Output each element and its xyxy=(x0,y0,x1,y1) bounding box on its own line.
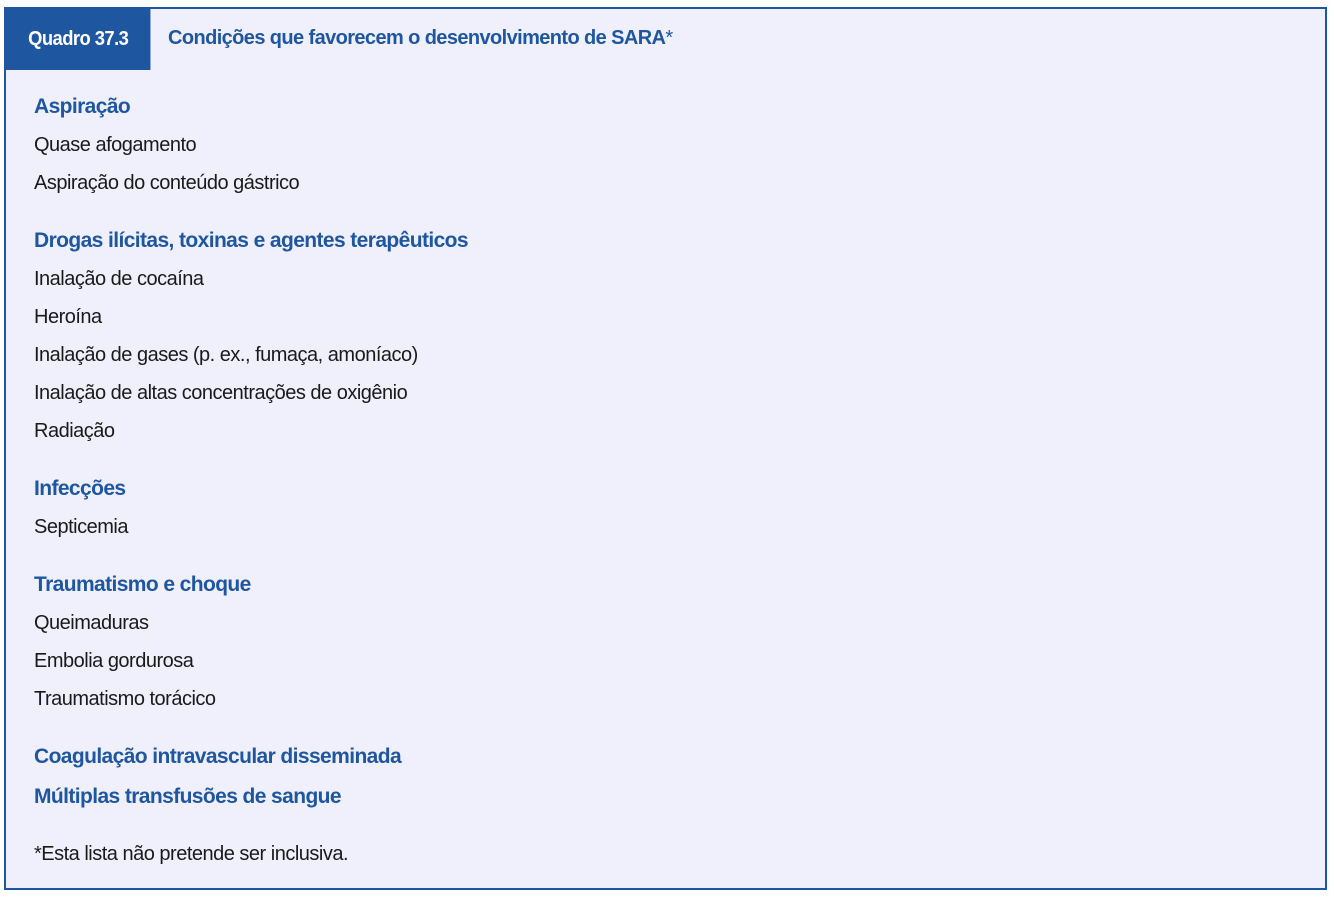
section-heading: Aspiração xyxy=(34,95,131,118)
list-item: Inalação de cocaína xyxy=(34,268,204,290)
footnote: *Esta lista não pretende ser inclusiva. xyxy=(34,843,349,865)
list-item: Inalação de gases (p. ex., fumaça, amoníaco) xyxy=(34,344,418,366)
list-item: Aspiração do conteúdo gástrico xyxy=(34,172,300,194)
section-traumatismo xyxy=(34,570,468,722)
section-drogas xyxy=(34,226,468,454)
list-item: Heroína xyxy=(34,306,102,328)
box-number-tag: Quadro 37.3 xyxy=(6,9,150,70)
list-item: Quase afogamento xyxy=(34,134,197,156)
list-item: Embolia gordurosa xyxy=(34,650,194,672)
section-heading: Múltiplas transfusões de sangue xyxy=(34,785,341,808)
list-item: Traumatismo torácico xyxy=(34,688,216,710)
list-item: Queimaduras xyxy=(34,612,149,634)
list-item: Inalação de altas concentrações de oxigênio xyxy=(34,382,408,404)
box-title-text: Condições que favorecem o desenvolvimento de SARA xyxy=(168,27,666,49)
section-infeccoes xyxy=(34,474,468,550)
section-transfusoes xyxy=(34,782,468,820)
section-coagulacao xyxy=(34,742,468,780)
list-item: Radiação xyxy=(34,420,115,442)
section-heading: Drogas ilícitas, toxinas e agentes terapêuticos xyxy=(34,229,468,252)
box-title xyxy=(168,27,673,50)
section-aspiracao xyxy=(34,92,468,206)
section-heading: Coagulação intravascular disseminada xyxy=(34,745,402,768)
section-heading: Infecções xyxy=(34,477,126,500)
table-box xyxy=(4,7,1327,890)
box-title-asterisk: * xyxy=(665,27,673,49)
section-heading: Traumatismo e choque xyxy=(34,573,251,596)
condition-list xyxy=(34,92,468,840)
list-item: Septicemia xyxy=(34,516,128,538)
